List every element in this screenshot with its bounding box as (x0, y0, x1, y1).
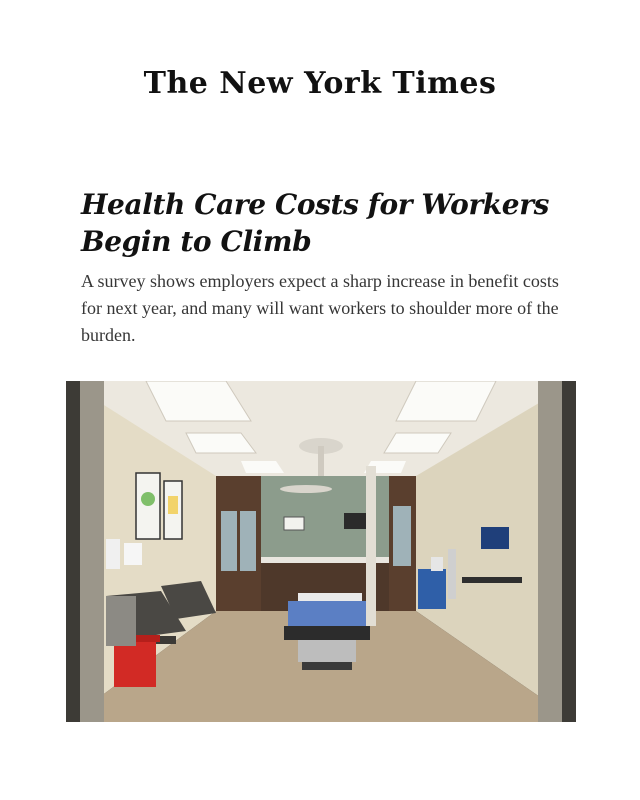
article-summary: A survey shows employers expect a sharp increase in benefit costs for next year, and many will want workers to shoulder more of the burden. (81, 271, 559, 345)
article-headline[interactable]: Health Care Costs for Workers Begin to Climb (81, 188, 549, 258)
article-photo (66, 381, 576, 722)
masthead-logo[interactable]: The New York Times (143, 66, 497, 101)
hospital-room-illustration (66, 381, 576, 722)
